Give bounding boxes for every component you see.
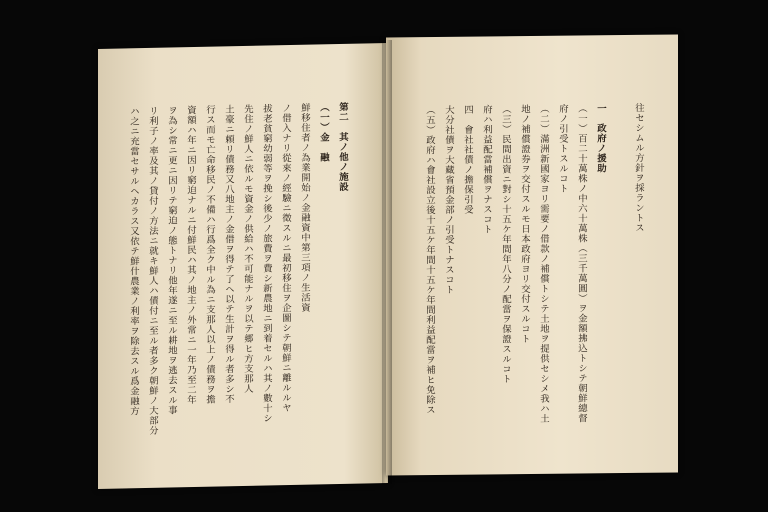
left-page-text xyxy=(124,102,352,457)
text-line: ハ之ニ充當セサルヘカラス又依テ鮮什農業ノ利率ヲ除去スル爲金融方 xyxy=(128,106,139,417)
text-line: ヲ為シ常ニ更ニ因リテ窮迫ノ態トナリ他年遂ニ至ル耕地ヲ逃去スル事 xyxy=(166,105,177,416)
text-line: 大分社債ヲ大藏省預金部ノ引受トナスコト xyxy=(443,104,454,295)
left-page xyxy=(98,43,388,489)
text-line: （一）百二十萬株ノ中六十萬株（三千萬圓）ヲ金額拂込トシテ朝鮮總督 xyxy=(576,103,587,424)
text-line: リ利子ノ率及其ノ貸付ノ方法ニ就キ鮮人ハ債付ニ至ル者多ク朝鮮ノ大部分 xyxy=(147,105,158,436)
text-line: 府ノ引受トスルコト xyxy=(557,103,568,194)
text-line: （三）民間出資ニ對シ十五ケ年間年八分ノ配當ヲ保證スルコト xyxy=(500,104,511,385)
text-line: 一 政府ノ援助 xyxy=(595,103,606,174)
text-line: 資額ハ年ニ因リ窮迫ナルニ付鮮民ハ其ノ地主ノ外常ニ一年乃至二年 xyxy=(185,104,196,405)
text-line: （一）金 融 xyxy=(318,102,329,163)
text-line: ノ借入ナリ從來ノ經驗ニ徵スルニ最初移住ヲ企圖シテ朝鮮ニ離ルルヤ xyxy=(280,102,291,413)
text-line: 府ハ利益配當補償ヲナスコト xyxy=(481,104,492,235)
right-page xyxy=(386,34,678,475)
text-line: 拔老貧窮幼弱等ヲ挽シ後少ノ旅費ヲ費シ新農地ニ到着セルハ其ノ數十シ xyxy=(261,103,272,424)
text-line: 土豪ニ頼リ債務又八地主ノ金借ヲ得テ了ヘ以テ生計ヲ得ル者多シ不 xyxy=(223,104,234,405)
text-line: 先住ノ鮮人ニ依ルモ資金ノ供給ハ不可能ナルヲ以テ郷ヒ方支那人 xyxy=(242,103,253,394)
text-line: （五）政府ハ會社設立後十五ケ年間十五ケ年間利益配當ヲ補ヒ免除ス xyxy=(424,105,435,415)
text-line: 第二 其ノ他ノ施設 xyxy=(337,101,348,192)
text-line: 地ノ補償證券ヲ交付スルモ日本政府ヨリ交付スルコト xyxy=(519,104,530,344)
right-page-text xyxy=(420,103,648,435)
text-line: 行ス而モ亡命移民ノ不備ハ行爲全ク中ル為ニ支那人以上ノ債務ヲ擔 xyxy=(204,104,215,405)
book-gutter xyxy=(382,40,392,484)
text-line: 四 會社社債ノ擔保引受 xyxy=(462,104,473,215)
blank-line xyxy=(610,103,629,433)
text-line: （二）滿洲新國家ヨリ需要ノ借款ノ補償トシテ土地ヲ提供セシメ我ハ土 xyxy=(538,103,549,424)
open-book xyxy=(98,36,680,486)
text-line: 往セシムル方針ヲ採ラントス xyxy=(633,102,644,233)
text-line: 鮮移住者ノ為業開始ノ金融資中第三項ノ生活資 xyxy=(299,102,310,313)
